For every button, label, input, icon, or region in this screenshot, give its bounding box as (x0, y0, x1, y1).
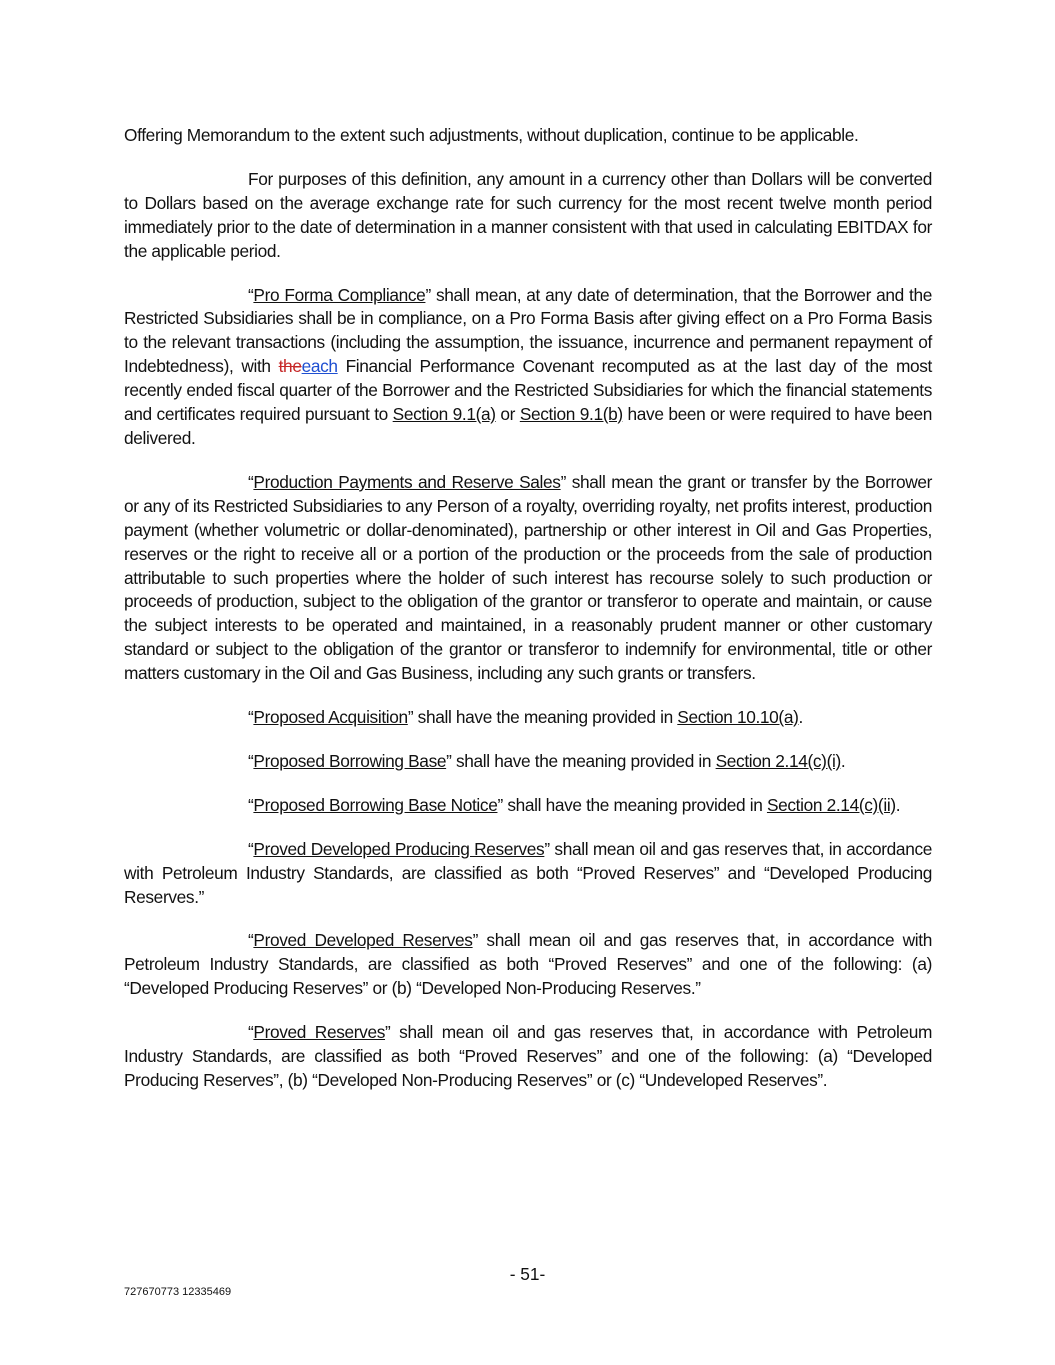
definition-text: ” shall mean oil and gas reserves that, in accordance with Petroleum Industry Standards, are classified as both “Proved Reserves” and one of the following: (a) “Developed Producing Reserves” or (b) “Developed Non-Producing Reserves.” (124, 930, 932, 999)
paragraph-ebitdax-continuation (124, 124, 932, 148)
open-quote: “ (248, 284, 254, 305)
defined-term: Proposed Acquisition (253, 707, 408, 728)
document-page (124, 124, 932, 1113)
open-quote: “ (248, 471, 254, 492)
deleted-text: the (278, 356, 302, 377)
definition-text: ” shall have the meaning provided in (407, 707, 678, 728)
document-id: 727670773 12335469 (124, 1286, 232, 1298)
open-quote: “ (248, 838, 254, 859)
period: . (798, 707, 803, 728)
definition-text: ” shall have the meaning provided in (446, 750, 716, 771)
definition-proved-reserves (124, 1021, 932, 1093)
definition-proved-developed-reserves (124, 929, 932, 1001)
definition-text: ” shall have the meaning provided in (497, 794, 767, 815)
open-quote: “ (248, 794, 254, 815)
section-reference[interactable]: Section 2.14(c)(ii) (766, 794, 896, 815)
paragraph-currency-conversion (124, 168, 932, 264)
definition-text: have been or were required to have been delivered. (124, 404, 933, 448)
definition-text: Financial Performance Covenant recomputed as at the last day of the most recently ended fiscal quarter of the Borrower and the Restricted Subsidiaries for which the financial statements and certificates required pursuant to (124, 356, 932, 425)
period: . (840, 750, 846, 771)
definition-text: ” shall mean oil and gas reserves that, in accordance with Petroleum Industry Standards, are classified as both “Proved Reserves” and “Developed Producing Reserves.” (124, 838, 933, 907)
section-reference[interactable]: Section 2.14(c)(i) (715, 750, 841, 771)
open-quote: “ (248, 1022, 254, 1043)
definition-production-payments (124, 471, 932, 686)
inserted-text: each (301, 356, 338, 377)
defined-term: Proposed Borrowing Base Notice (253, 794, 498, 815)
definition-proposed-acquisition (124, 706, 932, 730)
section-reference[interactable]: Section 9.1(b) (519, 404, 623, 425)
definition-text: ” shall mean the grant or transfer by the Borrower or any of its Restricted Subsidiaries to any Person of a royalty, overriding royalty, net profits interest, production payment (whether volumetric or dollar-denominated), partnership or other interest in Oil and Gas Properties, reserves or the right to receive all or a portion of the production or the proceeds from the sale of production attributable to such properties where the holder of such interest has recourse solely to such production or proceeds of production, subject to the obligation of the grantor or transferor to operate and maintain, or cause the subject interests to be operated and maintained, in a reasonably prudent manner or other customary standard or subject to the obligation of the grantor or transferor to indemnify for environmental, title or other matters customary in the Oil and Gas Business, including any such grants or transfers. (124, 471, 933, 684)
defined-term: Proved Developed Producing Reserves (253, 838, 545, 859)
defined-term: Pro Forma Compliance (253, 284, 426, 305)
page-number: - 51- (509, 1264, 546, 1284)
section-reference[interactable]: Section 9.1(a) (392, 404, 496, 425)
definition-text: ” shall mean, at any date of determination, that the Borrower and the Restricted Subsidiaries shall be in compliance, on a Pro Forma Basis after giving effect on a Pro Forma Basis to the relevant transactions (including the assumption, the issuance, incurrence and permanent repayment of Indebtedness), with (124, 284, 932, 377)
paragraph-text: Offering Memorandum to the extent such adjustments, without duplication, continue to be applicable. (124, 125, 859, 145)
defined-term: Proposed Borrowing Base (253, 750, 447, 771)
paragraph-text: For purposes of this definition, any amount in a currency other than Dollars will be converted to Dollars based on the average exchange rate for such currency for the most recent twelve month period immediately prior to the date of determination in a manner consistent with that used in calculating EBITDAX for the applicable period. (124, 168, 932, 261)
defined-term: Production Payments and Reserve Sales (253, 471, 561, 492)
defined-term: Proved Reserves (253, 1022, 386, 1043)
definition-proposed-borrowing-base-notice (124, 794, 932, 818)
open-quote: “ (248, 750, 254, 771)
section-reference[interactable]: Section 10.10(a) (677, 707, 799, 728)
period: . (895, 794, 901, 815)
definition-pro-forma-compliance (124, 284, 932, 451)
definition-text: ” shall mean oil and gas reserves that, in accordance with Petroleum Industry Standards, are classified as both “Proved Reserves” and one of the following: (a) “Developed Producing Reserves”, (b) “Developed Non-Producing Reserves” or (c) “Undeveloped Reserves”. (124, 1022, 933, 1090)
definition-proposed-borrowing-base (124, 750, 932, 774)
defined-term: Proved Developed Reserves (253, 930, 473, 951)
open-quote: “ (248, 930, 254, 951)
open-quote: “ (248, 707, 254, 728)
definition-proved-developed-producing (124, 838, 932, 910)
definition-text: or (495, 404, 520, 425)
